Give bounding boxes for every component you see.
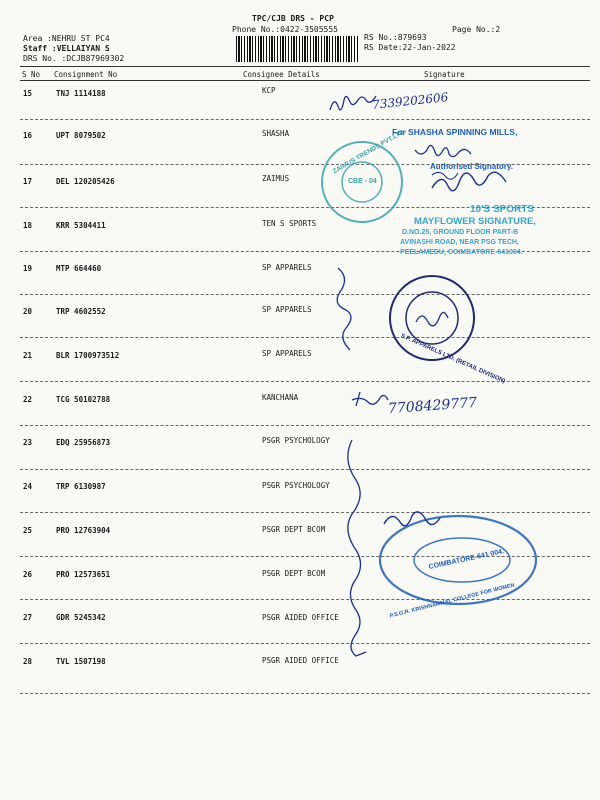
rs-date: RS Date:22-Jan-2022	[364, 43, 456, 52]
row-consignee: KANCHANA	[262, 393, 299, 402]
row-consignment: EDQ 25956873	[56, 438, 111, 447]
row-sno: 21	[23, 351, 33, 360]
row-consignee: SHASHA	[262, 129, 290, 138]
sp-signature-scribble	[416, 312, 448, 325]
sp-stamp-inner-ring	[406, 292, 458, 344]
drs-number: DRS No. :DCJB87969302	[23, 54, 125, 63]
row-consignee: SP APPARELS	[262, 263, 312, 272]
row-consignment: TRP 4602552	[56, 307, 106, 316]
row-sno: 18	[23, 221, 33, 230]
tens-stamp-line2: MAYFLOWER SIGNATURE,	[414, 216, 536, 227]
tens-stamp-line3: D.NO.25, GROUND FLOOR PART-B	[402, 229, 519, 236]
rs-number: RS No.:879693	[364, 33, 427, 42]
row-consignment: TVL 1507198	[56, 657, 106, 666]
row-consignee: PSGR AIDED OFFICE	[262, 613, 339, 622]
staff-field: Staff :VELLAIYAN S	[23, 44, 110, 53]
sp-bracket-scribble	[337, 268, 351, 350]
document-title: TPC/CJB DRS - PCP	[252, 14, 334, 23]
zaimus-signature-scribble	[432, 172, 506, 191]
page-number: Page No.:2	[452, 25, 501, 34]
shasha-stamp-line1: For SHASHA SPINNING MILLS,	[392, 127, 518, 137]
row-consignment: MTP 664460	[56, 264, 102, 273]
row-consignment: TCG 50102788	[56, 395, 111, 404]
shasha-signature-scribble	[415, 145, 471, 156]
kanchana-handwritten-phone: 7708429777	[387, 394, 478, 418]
row-consignment: KRR 5304411	[56, 221, 106, 230]
row-consignment: UPT 8079502	[56, 131, 106, 140]
col-header-sno: S No	[22, 70, 41, 79]
row-consignee: KCP	[262, 86, 276, 95]
row-consignee: TEN S SPORTS	[262, 219, 317, 228]
psgr-bracket-scribble	[348, 440, 366, 656]
col-header-consignee: Consignee Details	[243, 70, 320, 79]
row-consignee: PSGR DEPT BCOM	[262, 525, 326, 534]
row-sno: 22	[23, 395, 33, 404]
row-sno: 16	[23, 131, 33, 140]
phone-number: Phone No.:0422-3505555	[232, 25, 338, 34]
sp-stamp-text: S.P. APPARELS LTD. (RETAIL DIVISION)	[399, 333, 506, 385]
shasha-initial-scribble	[432, 172, 458, 179]
row-consignment: TRP 6130987	[56, 482, 106, 491]
psgr-stamp-ring-text: P.S.G.R. KRISHNAMMAL COLLEGE FOR WOMEN	[389, 582, 516, 620]
row-sno: 26	[23, 570, 33, 579]
tens-stamp-line1: 10'S SPORTS	[470, 204, 535, 215]
row-sno: 15	[23, 89, 33, 98]
row-consignee: ZAIMUS	[262, 174, 290, 183]
row-sno: 25	[23, 526, 33, 535]
col-header-signature: Signature	[424, 70, 465, 79]
kcp-handwritten-phone: 7339202606	[371, 90, 449, 112]
row-sno: 23	[23, 438, 33, 447]
col-header-consignment: Consignment No	[54, 70, 118, 79]
row-sno: 17	[23, 177, 33, 186]
shasha-stamp-line2: Authorised Signatory.	[430, 162, 513, 171]
row-consignee: PSGR DEPT BCOM	[262, 569, 326, 578]
row-consignee: PSGR AIDED OFFICE	[262, 656, 339, 665]
kcp-signature-scribble	[330, 96, 376, 110]
row-sno: 28	[23, 657, 33, 666]
tens-stamp-line4: AVINASHI ROAD, NEAR PSG TECH,	[400, 239, 519, 246]
row-sno: 20	[23, 307, 33, 316]
row-sno: 19	[23, 264, 33, 273]
zaimus-stamp-text: ZAIMUS TRENDS PVT.LTD.	[331, 127, 408, 176]
tens-stamp-line5: PEELAMEDU, COIMBATORE-641004.	[400, 249, 523, 256]
row-consignment: DEL 120205426	[56, 177, 115, 186]
row-consignment: TNJ 1114188	[56, 89, 106, 98]
row-sno: 24	[23, 482, 33, 491]
zaimus-stamp-center: CBE - 04	[348, 178, 377, 185]
area-field: Area :NEHRU ST PC4	[23, 34, 110, 43]
row-consignee: PSGR PSYCHOLOGY	[262, 436, 330, 445]
psgr-stamp-center: COIMBATORE-641 004.	[428, 548, 505, 571]
row-consignee: SP APPARELS	[262, 305, 312, 314]
row-consignment: GDR 5245342	[56, 613, 106, 622]
row-consignee: SP APPARELS	[262, 349, 312, 358]
row-sno: 27	[23, 613, 33, 622]
row-consignment: PRO 12763904	[56, 526, 111, 535]
row-consignment: PRO 12573651	[56, 570, 111, 579]
row-consignment: BLR 1700973512	[56, 351, 120, 360]
kanchana-signature-scribble	[352, 392, 388, 406]
row-consignee: PSGR PSYCHOLOGY	[262, 481, 330, 490]
